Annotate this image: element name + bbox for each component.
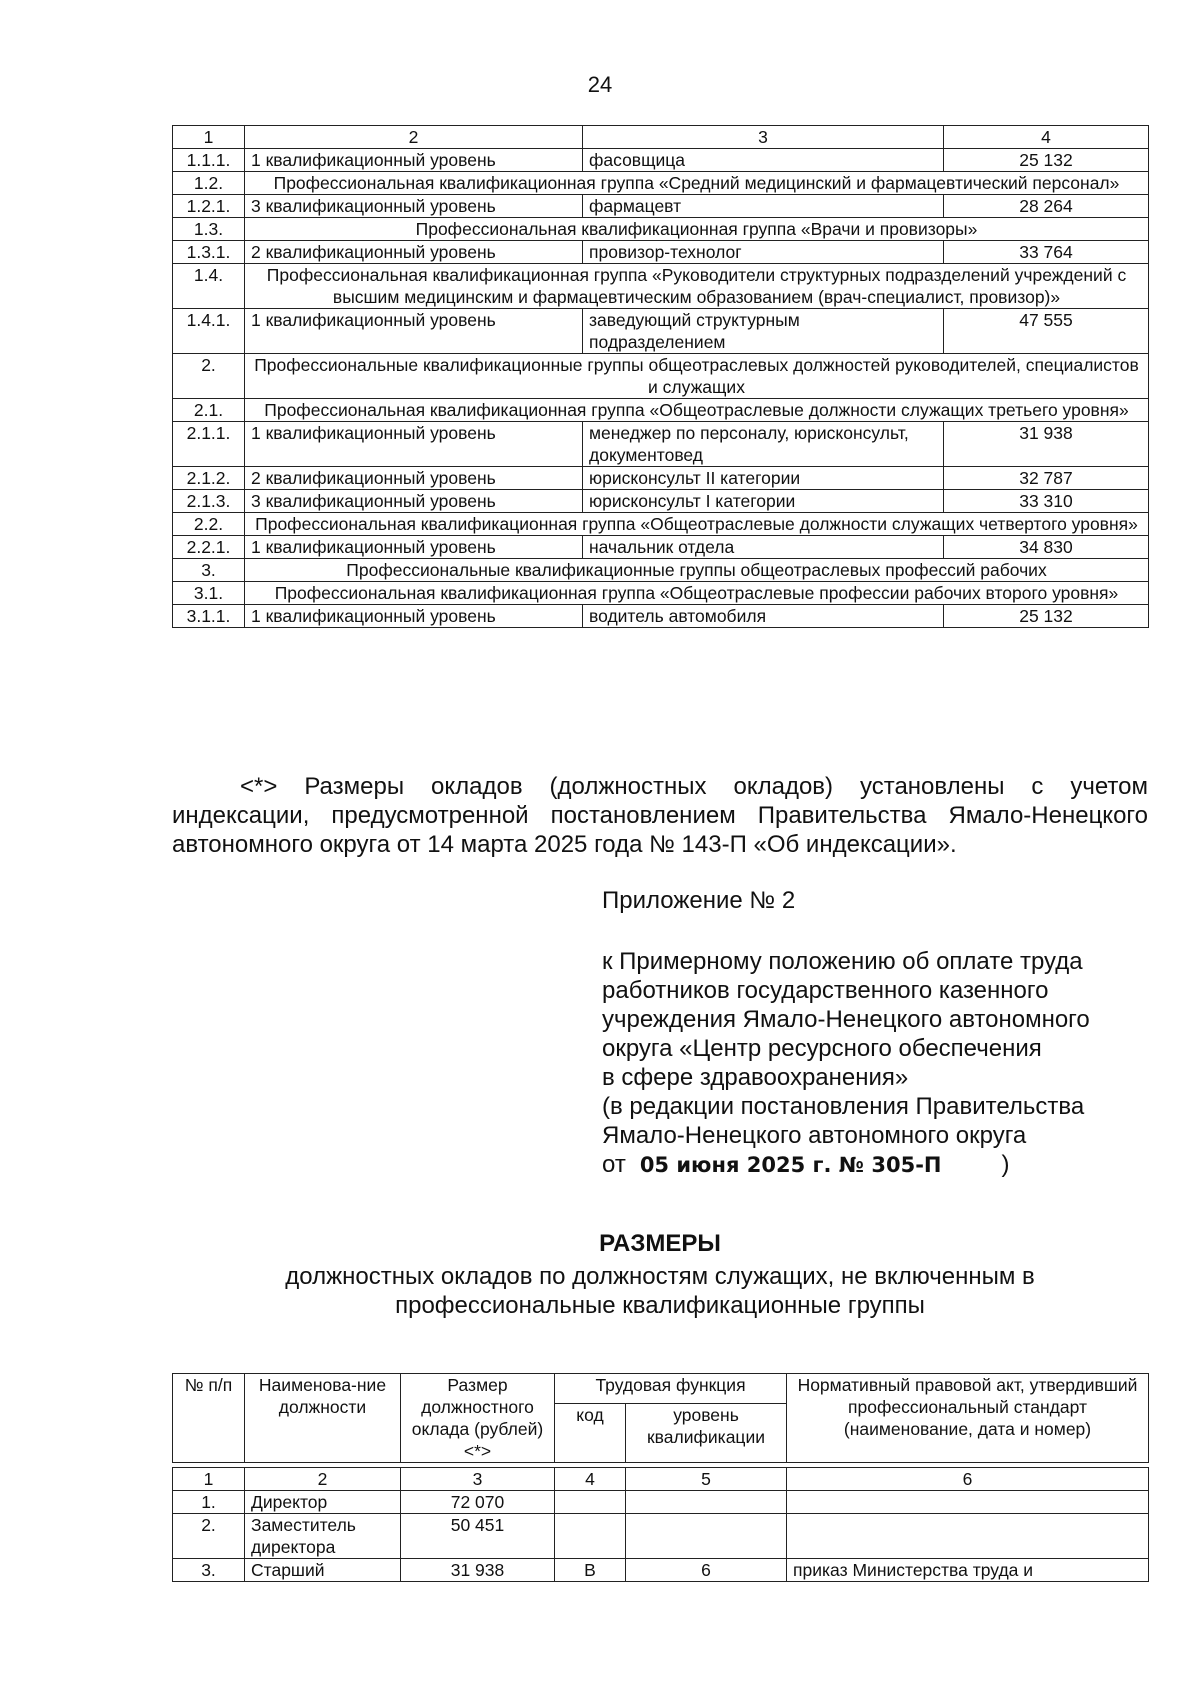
appendix-title: Приложение № 2: [602, 887, 796, 914]
normative-act: приказ Министерства труда и: [787, 1559, 1149, 1582]
position-name: юрисконсульт II категории: [583, 467, 944, 490]
row-number: 1.2.1.: [173, 195, 245, 218]
row-number: 1.3.1.: [173, 241, 245, 264]
row-number: 1.2.: [173, 172, 245, 195]
table-header-row: [173, 1374, 1149, 1404]
qualification-level: [626, 1514, 787, 1559]
table-row: [173, 195, 1149, 218]
group-title: Профессиональная квалификационная группа «Средний медицинский и фармацевтический персонал»: [245, 172, 1149, 195]
row-number: 2.2.: [173, 513, 245, 536]
position-name: заведующий структурным подразделением: [583, 309, 944, 354]
salary-value: 31 938: [401, 1559, 555, 1582]
header-salary: Размер должностного оклада (рублей) <*>: [401, 1374, 555, 1463]
position-name: провизор-технолог: [583, 241, 944, 264]
footnote-text: <*> Размеры окладов (должностных окладов) установлены с учетом индексации, предусмотренной постановлением Правительства Ямало-Ненецкого автономного округа от 14 марта 2025 года № 143-П «Об индексации».: [172, 773, 1148, 858]
salary-value: 72 070: [401, 1491, 555, 1514]
table-row: [173, 309, 1149, 354]
group-row: [173, 582, 1149, 605]
salary-table-other-positions: [172, 1373, 1149, 1582]
column-number-cell: 4: [555, 1468, 626, 1491]
row-number: 3.1.1.: [173, 605, 245, 628]
group-row: [173, 172, 1149, 195]
position-name: начальник отдела: [583, 536, 944, 559]
header-code: код: [555, 1404, 626, 1463]
row-number: 3.: [173, 1559, 245, 1582]
appendix-block: [602, 886, 1162, 1180]
section-subtitle-line-1: должностных окладов по должностям служащих, не включенным в: [285, 1263, 1035, 1290]
qualification-level: [626, 1491, 787, 1514]
group-row: [173, 218, 1149, 241]
column-number-cell: 3: [583, 126, 944, 149]
header-name: Наименова-ние должности: [245, 1374, 401, 1463]
appendix-lines: [602, 947, 1162, 1150]
salary-value: 34 830: [944, 536, 1149, 559]
position-name: менеджер по персоналу, юрисконсульт, документовед: [583, 422, 944, 467]
salary-value: 47 555: [944, 309, 1149, 354]
qualification-level: 3 квалификационный уровень: [245, 490, 583, 513]
section-subtitle: [172, 1262, 1148, 1320]
header-qualification-level: уровень квалификации: [626, 1404, 787, 1463]
table-row: [173, 490, 1149, 513]
qualification-level: 1 квалификационный уровень: [245, 149, 583, 172]
position-name: водитель автомобиля: [583, 605, 944, 628]
appendix-date-number: 05 июня 2025 г. № 305-П: [639, 1153, 942, 1177]
group-row: [173, 264, 1149, 309]
group-title: Профессиональная квалификационная группа «Руководители структурных подразделений учреждений с высшим медицинским и фармацевтическим образованием (врач-специалист, провизор)»: [245, 264, 1149, 309]
row-number: 2.: [173, 1514, 245, 1559]
qualification-level: 1 квалификационный уровень: [245, 536, 583, 559]
salary-value: 31 938: [944, 422, 1149, 467]
appendix-line: Ямало-Ненецкого автономного округа: [602, 1122, 1027, 1149]
header-labor-function: Трудовая функция: [555, 1374, 787, 1404]
qualification-level: 6: [626, 1559, 787, 1582]
group-title: Профессиональная квалификационная группа «Общеотраслевые должности служащих четвертого уровня»: [245, 513, 1149, 536]
function-code: В: [555, 1559, 626, 1582]
position-name: Директор: [245, 1491, 401, 1514]
footnote: [172, 772, 1148, 859]
position-name: Заместитель директора: [245, 1514, 401, 1559]
table-row: [173, 1514, 1149, 1559]
appendix-line: к Примерному положению об оплате труда: [602, 948, 1083, 975]
qualification-level: 2 квалификационный уровень: [245, 241, 583, 264]
normative-act: [787, 1491, 1149, 1514]
appendix-line: (в редакции постановления Правительства: [602, 1093, 1085, 1120]
row-number: 2.1.2.: [173, 467, 245, 490]
group-title: Профессиональная квалификационная группа «Общеотраслевые должности служащих третьего уровня»: [245, 399, 1149, 422]
header-num: № п/п: [173, 1374, 245, 1463]
group-row: [173, 559, 1149, 582]
salary-value: 25 132: [944, 605, 1149, 628]
column-number-cell: 2: [245, 1468, 401, 1491]
column-number-cell: 3: [401, 1468, 555, 1491]
position-name: юрисконсульт I категории: [583, 490, 944, 513]
qualification-level: 1 квалификационный уровень: [245, 309, 583, 354]
row-number: 3.1.: [173, 582, 245, 605]
qualification-level: 3 квалификационный уровень: [245, 195, 583, 218]
row-number: 2.: [173, 354, 245, 399]
column-number-cell: 2: [245, 126, 583, 149]
table-row: [173, 149, 1149, 172]
function-code: [555, 1491, 626, 1514]
appendix-close-paren: ): [1001, 1151, 1010, 1178]
column-number-cell: 4: [944, 126, 1149, 149]
column-number-cell: 5: [626, 1468, 787, 1491]
salary-value: 28 264: [944, 195, 1149, 218]
group-row: [173, 399, 1149, 422]
row-number: 2.2.1.: [173, 536, 245, 559]
table-row: [173, 241, 1149, 264]
group-row: [173, 354, 1149, 399]
table-row: [173, 1559, 1149, 1582]
group-title: Профессиональная квалификационная группа «Врачи и провизоры»: [245, 218, 1149, 241]
group-title: Профессиональные квалификационные группы общеотраслевых профессий рабочих: [245, 559, 1149, 582]
column-numbers-row: [173, 1468, 1149, 1491]
row-number: 2.1.3.: [173, 490, 245, 513]
section-subtitle-line-2: профессиональные квалификационные группы: [395, 1292, 925, 1319]
row-number: 1.1.1.: [173, 149, 245, 172]
appendix-line: учреждения Ямало-Ненецкого автономного: [602, 1006, 1090, 1033]
salary-value: 50 451: [401, 1514, 555, 1559]
normative-act: [787, 1514, 1149, 1559]
page-number: 24: [587, 72, 613, 97]
group-row: [173, 513, 1149, 536]
row-number: 1.3.: [173, 218, 245, 241]
group-title: Профессиональные квалификационные группы общеотраслевых должностей руководителей, специалистов и служащих: [245, 354, 1149, 399]
row-number: 1.4.1.: [173, 309, 245, 354]
table-row: [173, 1491, 1149, 1514]
position-name: Старший: [245, 1559, 401, 1582]
table-row: [173, 605, 1149, 628]
row-number: 3.: [173, 559, 245, 582]
row-number: 1.: [173, 1491, 245, 1514]
table-row: [173, 422, 1149, 467]
table-header-row: [173, 126, 1149, 149]
salary-table-qualification-groups: [172, 125, 1149, 628]
column-number-cell: 1: [173, 1468, 245, 1491]
salary-value: 33 310: [944, 490, 1149, 513]
appendix-line: в сфере здравоохранения»: [602, 1064, 909, 1091]
appendix-signature-line: [602, 1150, 1162, 1180]
salary-value: 33 764: [944, 241, 1149, 264]
appendix-line: округа «Центр ресурсного обеспечения: [602, 1035, 1042, 1062]
qualification-level: 1 квалификационный уровень: [245, 605, 583, 628]
column-number-cell: 6: [787, 1468, 1149, 1491]
table-row: [173, 467, 1149, 490]
row-number: 2.1.: [173, 399, 245, 422]
position-name: фасовщица: [583, 149, 944, 172]
section-title: РАЗМЕРЫ: [599, 1230, 721, 1257]
header-normative-act: Нормативный правовой акт, утвердивший профессиональный стандарт (наименование, дата и номер): [787, 1374, 1149, 1463]
qualification-level: 1 квалификационный уровень: [245, 422, 583, 467]
position-name: фармацевт: [583, 195, 944, 218]
column-number-cell: 1: [173, 126, 245, 149]
qualification-level: 2 квалификационный уровень: [245, 467, 583, 490]
salary-value: 25 132: [944, 149, 1149, 172]
row-number: 1.4.: [173, 264, 245, 309]
group-title: Профессиональная квалификационная группа «Общеотраслевые профессии рабочих второго уровня»: [245, 582, 1149, 605]
appendix-from-prefix: от: [602, 1151, 626, 1178]
salary-value: 32 787: [944, 467, 1149, 490]
table-row: [173, 536, 1149, 559]
row-number: 2.1.1.: [173, 422, 245, 467]
appendix-line: работников государственного казенного: [602, 977, 1049, 1004]
function-code: [555, 1514, 626, 1559]
